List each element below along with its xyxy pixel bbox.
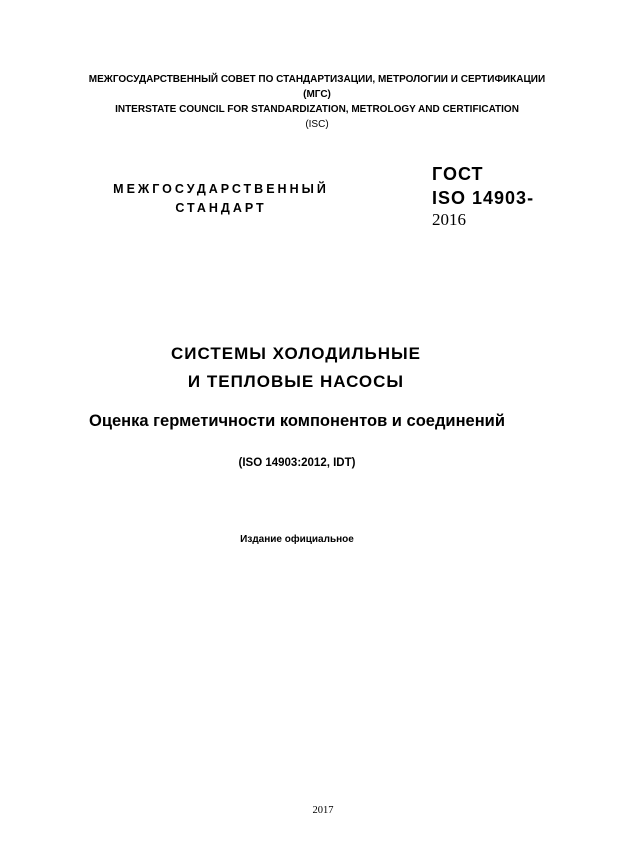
edition-note: Издание официальное bbox=[240, 534, 354, 545]
standard-designation bbox=[432, 162, 622, 230]
designation-iso: ISO 14903- bbox=[432, 188, 535, 208]
document-title bbox=[0, 340, 592, 396]
publication-year: 2017 bbox=[312, 805, 334, 816]
iso-reference: (ISO 14903:2012, IDT) bbox=[238, 457, 356, 469]
standard-type-line2: СТАНДАРТ bbox=[175, 201, 267, 215]
designation-year: 2016 bbox=[432, 210, 466, 229]
council-name-en: INTERSTATE COUNCIL FOR STANDARDIZATION, METROLOGY AND CERTIFICATION bbox=[115, 104, 519, 115]
document-subtitle: Оценка герметичности компонентов и соединений bbox=[89, 412, 505, 430]
council-header bbox=[0, 72, 634, 132]
council-abbr-en: (ISC) bbox=[305, 119, 329, 130]
standard-type bbox=[96, 180, 346, 218]
council-name-ru: МЕЖГОСУДАРСТВЕННЫЙ СОВЕТ ПО СТАНДАРТИЗАЦИИ, МЕТРОЛОГИИ И СЕРТИФИКАЦИИ bbox=[88, 74, 546, 85]
designation-gost: ГОСТ bbox=[432, 164, 484, 184]
standard-type-line1: МЕЖГОСУДАРСТВЕННЫЙ bbox=[113, 182, 329, 196]
document-title-line1: СИСТЕМЫ ХОЛОДИЛЬНЫЕ bbox=[171, 344, 421, 363]
council-abbr-ru: (МГС) bbox=[303, 89, 331, 100]
document-title-line2: И ТЕПЛОВЫЕ НАСОСЫ bbox=[187, 372, 405, 391]
